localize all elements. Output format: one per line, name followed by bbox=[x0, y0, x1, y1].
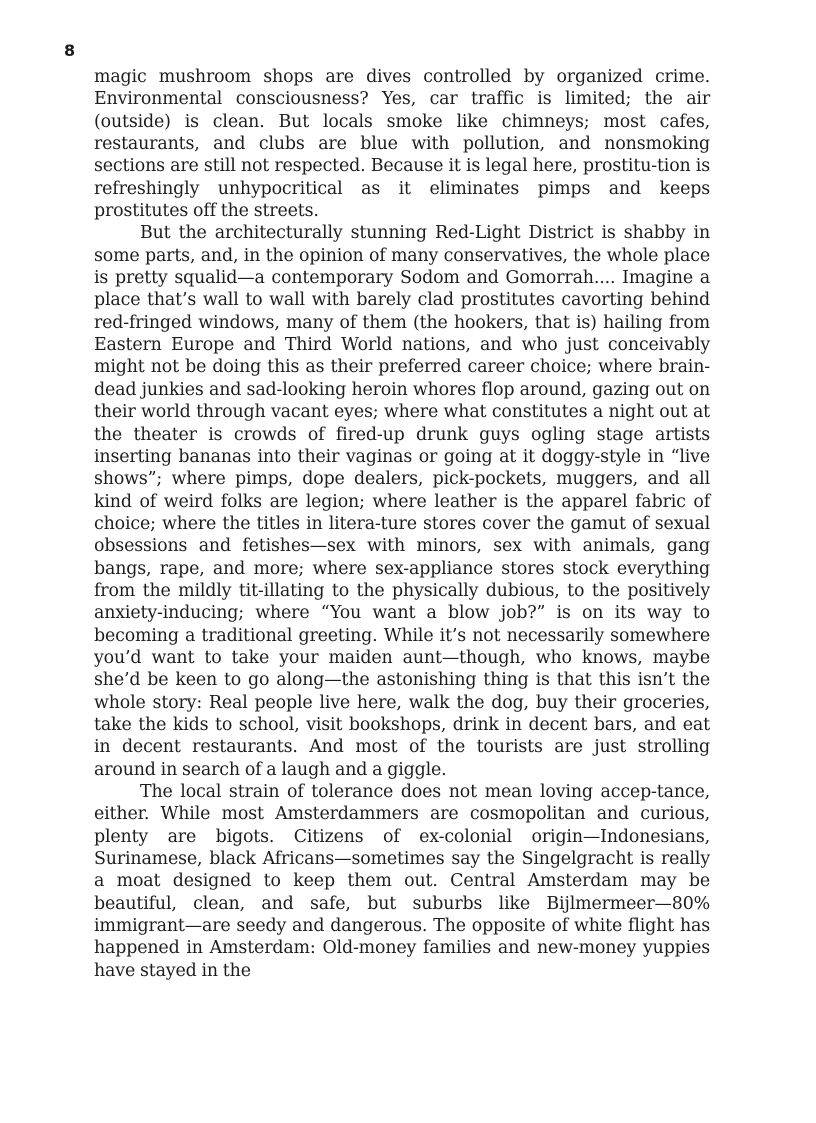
body-text bbox=[94, 66, 710, 982]
page-number: 8 bbox=[64, 41, 76, 60]
paragraph-3: The local strain of tolerance does not mean loving accep-tance, either. While most Amsterdammers are cosmopolitan and curious, plenty are bigots. Citizens of ex-colonial origin—Indonesians, Surinamese, black Africans—sometimes say the Singelgracht is really a moat designed to keep them out. Central Amsterdam may be beautiful, clean, and safe, but suburbs like Bijlmermeer—80% immigrant—are seedy and dangerous. The opposite of white flight has happened in Amsterdam: Old-money families and new-money yuppies have stayed in the bbox=[94, 782, 710, 981]
paragraph-1: magic mushroom shops are dives controlled by organized crime. Environmental consciousness? Yes, car traffic is limited; the air (outside) is clean. But locals smoke like chimneys; most cafes, restaurants, and clubs are blue with pollution, and nonsmoking sections are still not respected. Because it is legal here, prostitu-tion is refreshingly unhypocritical as it eliminates pimps and keeps prostitutes off the streets. bbox=[94, 67, 710, 222]
paragraph-2: But the architecturally stunning Red-Light District is shabby in some parts, and, in the opinion of many conservatives, the whole place is pretty squalid—a contemporary Sodom and Gomorrah.... Imagine a place that’s wall to wall with barely clad prostitutes cavorting behind red-fringed windows, many of them (the hookers, that is) hailing from Eastern Europe and Third World nations, and who just conceivably might not be doing this as their preferred career choice; where brain-dead junkies and sad-looking heroin whores flop around, gazing out on their world through vacant eyes; where what constitutes a night out at the theater is crowds of fired-up drunk guys ogling stage artists inserting bananas into their vaginas or going at it doggy-style in “live shows”; where pimps, dope dealers, pick-pockets, muggers, and all kind of weird folks are legion; where leather is the apparel fabric of choice; where the titles in litera-ture stores cover the gamut of sexual obsessions and fetishes—sex with minors, sex with animals, gang bangs, rape, and more; where sex-appliance stores stock everything from the mildly tit-illating to the physically dubious, to the positively anxiety-inducing; where “You want a blow job?” is on its way to becoming a traditional greeting. While it’s not necessarily somewhere you’d want to take your maiden aunt—though, who knows, maybe she’d be keen to go along—the astonishing thing is that this isn’t the whole story: Real people live here, walk the dog, buy their groceries, take the kids to school, visit bookshops, drink in decent bars, and eat in decent restaurants. And most of the tourists are just strolling around in search of a laugh and a giggle. bbox=[94, 223, 710, 780]
